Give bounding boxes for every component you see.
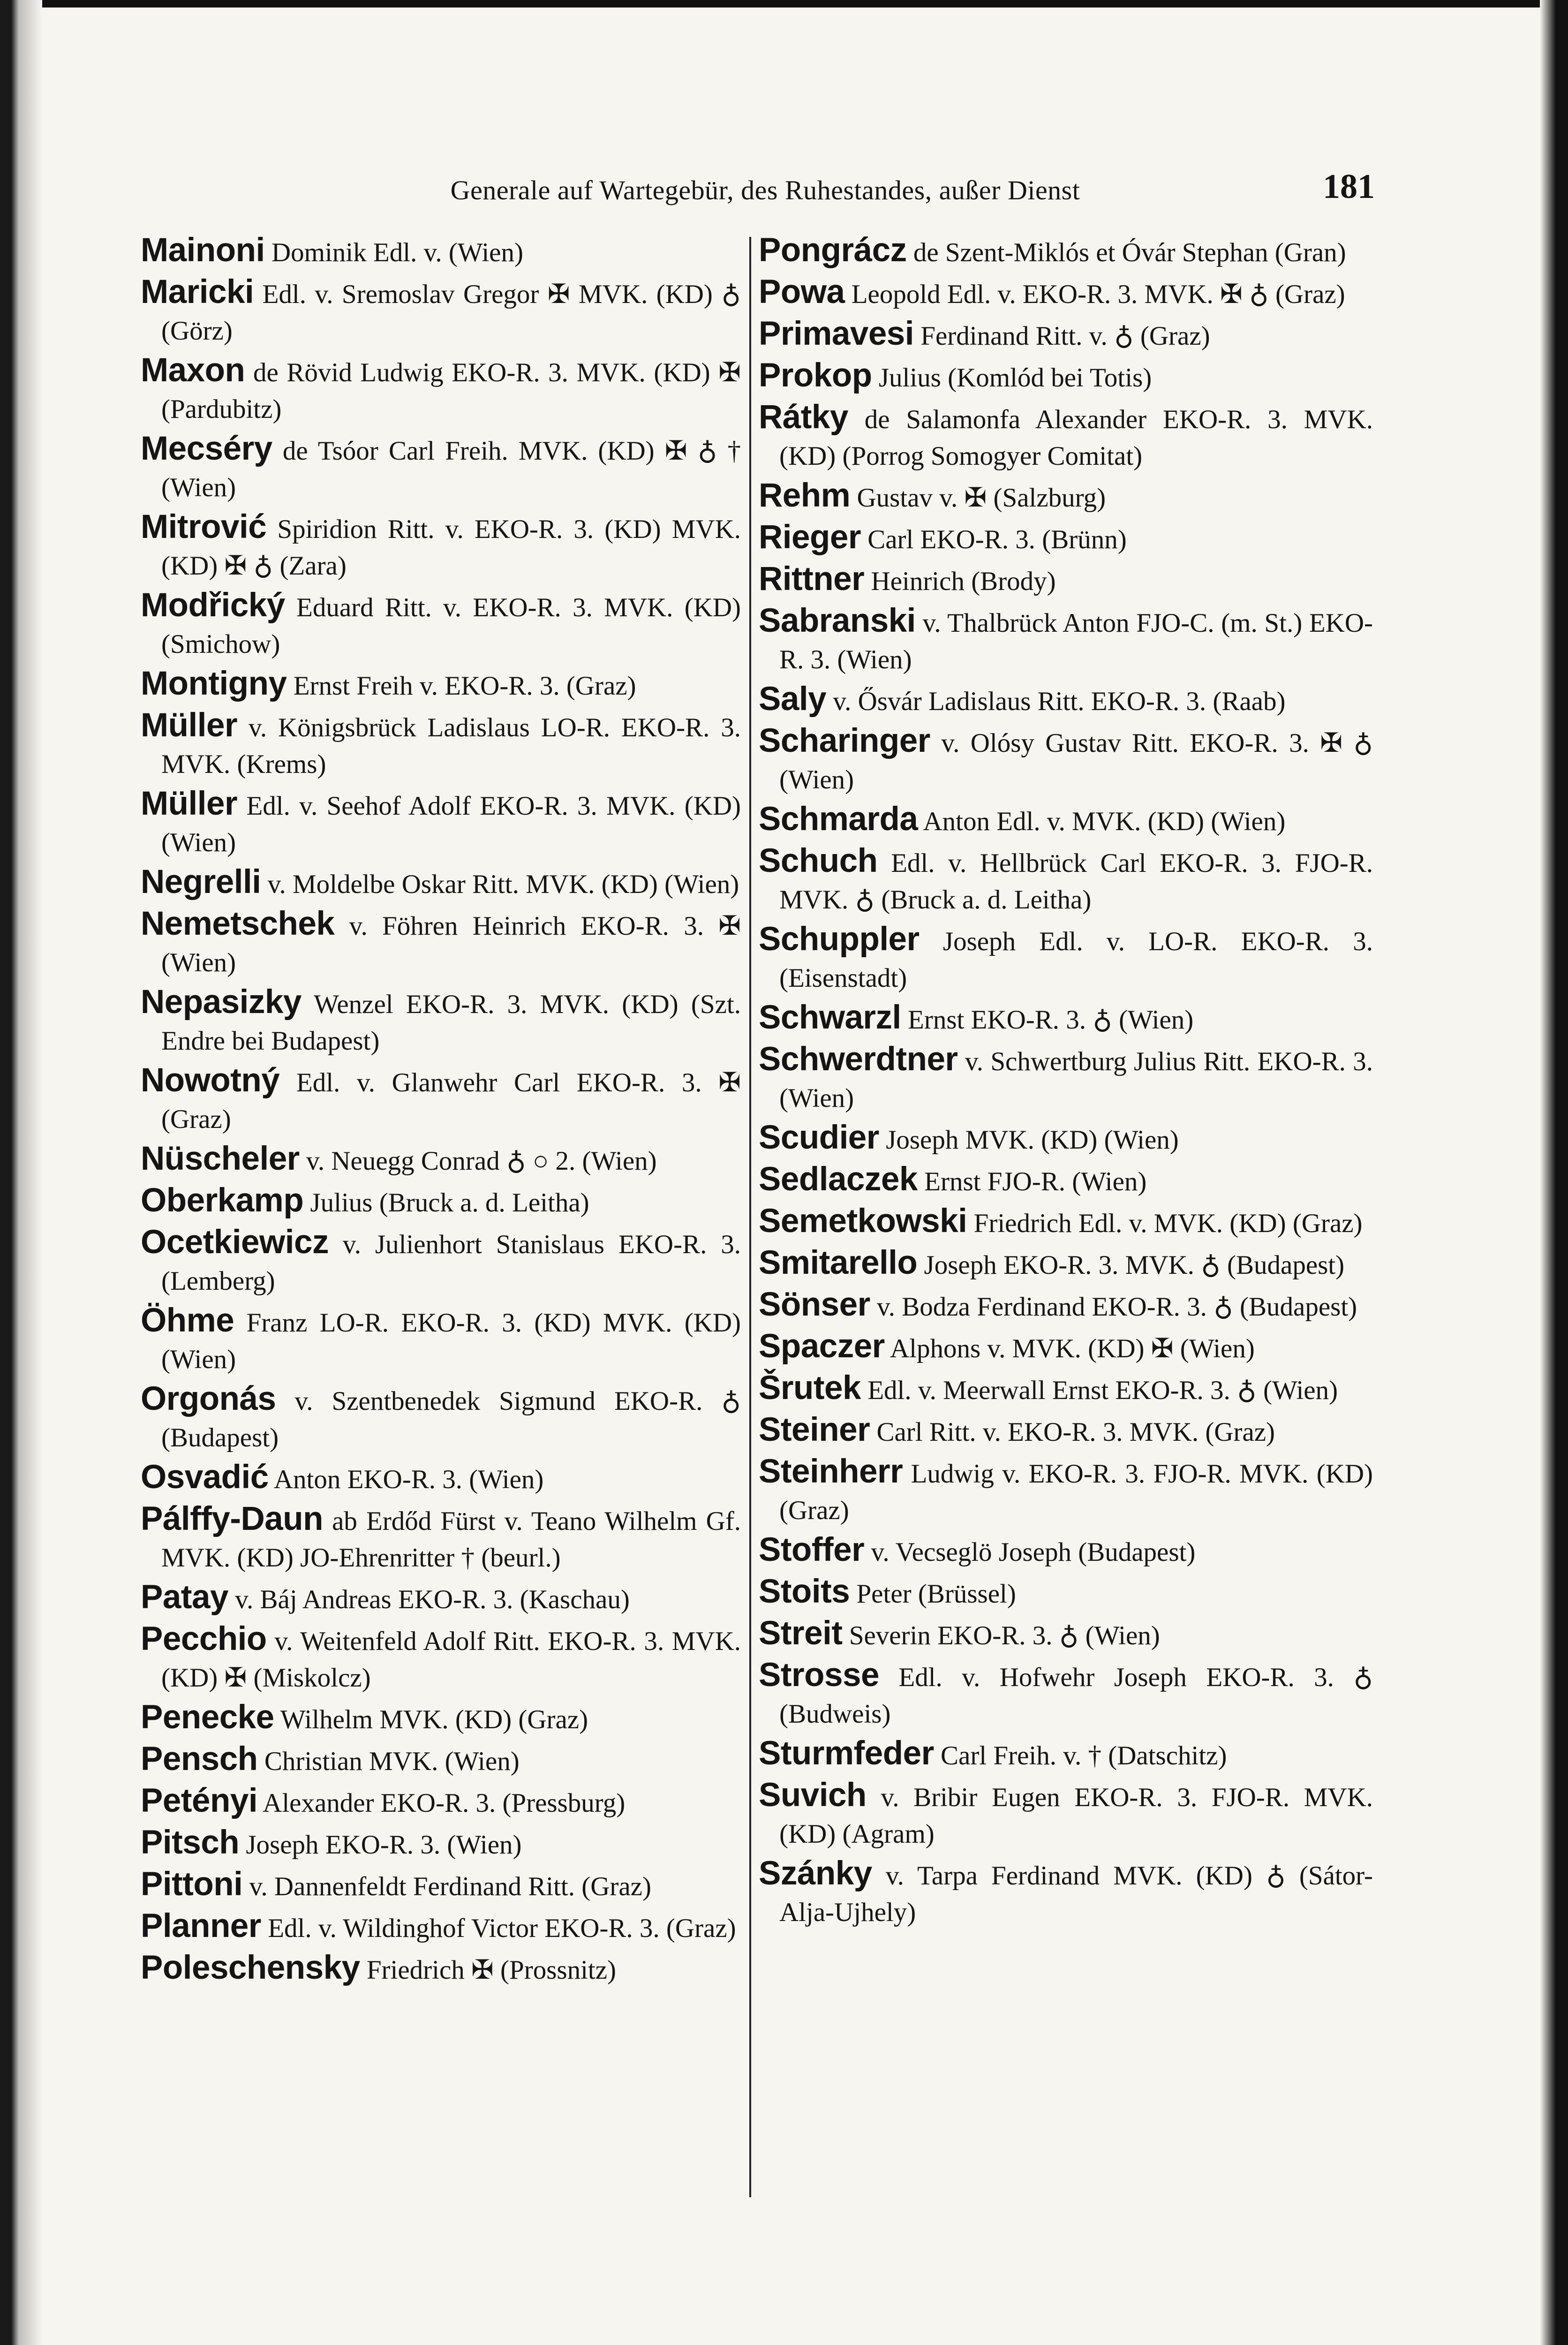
directory-entry — [141, 1699, 741, 1738]
entry-details: v. Thalbrück Anton FJO-C. (m. St.) EKO-R. 3. (Wien) — [779, 608, 1373, 674]
directory-entry — [141, 1062, 741, 1138]
entry-details: Ernst EKO-R. 3. ♁ (Wien) — [908, 1005, 1194, 1035]
directory-entry — [759, 561, 1373, 600]
left-column — [141, 232, 741, 2202]
directory-entry — [759, 1041, 1373, 1117]
directory-entry — [141, 1950, 741, 1989]
directory-entry — [759, 1328, 1373, 1367]
entry-details: Joseph EKO-R. 3. MVK. ♁ (Budapest) — [924, 1250, 1345, 1280]
entry-details: v. Neuegg Conrad ♁ ○ 2. (Wien) — [306, 1146, 657, 1176]
directory-entry — [141, 509, 741, 584]
entry-surname: Schuch — [759, 842, 878, 879]
entry-surname: Ocetkiewicz — [141, 1224, 329, 1261]
directory-entry — [141, 274, 741, 349]
entry-details: Spiridion Ritt. v. EKO-R. 3. (KD) MVK. (KD) ✠ ♁ (Zara) — [161, 514, 741, 581]
entry-details: Ludwig v. EKO-R. 3. FJO-R. MVK. (KD) (Graz) — [779, 1459, 1373, 1525]
directory-entry — [759, 1161, 1373, 1200]
entry-surname: Mitrović — [141, 508, 267, 545]
entry-details: v. Ősvár Ladislaus Ritt. EKO-R. 3. (Raab) — [833, 687, 1286, 716]
directory-entry — [141, 666, 741, 704]
page-number: 181 — [1323, 167, 1375, 206]
entry-details: de Szent-Miklós et Óvár Stephan (Gran) — [913, 238, 1346, 267]
entry-details: Ferdinand Ritt. v. ♁ (Graz) — [920, 321, 1210, 351]
entry-details: v. Szentbenedek Sigmund EKO-R. ♁ (Budapest) — [161, 1386, 741, 1452]
entry-details: Alexander EKO-R. 3. (Pressburg) — [263, 1788, 626, 1818]
entry-details: Gustav v. ✠ (Salzburg) — [857, 483, 1106, 513]
directory-entry — [759, 723, 1373, 798]
directory-entry — [141, 1501, 741, 1576]
entry-details: Friedrich Edl. v. MVK. (KD) (Graz) — [973, 1209, 1363, 1238]
entry-surname: Müller — [141, 785, 238, 822]
directory-entry — [759, 921, 1373, 997]
entry-details: Peter (Brüssel) — [856, 1579, 1016, 1609]
entry-details: Edl. v. Seehof Adolf EKO-R. 3. MVK. (KD) (Wien) — [161, 791, 741, 857]
directory-entry — [759, 1777, 1373, 1853]
entry-details: Carl EKO-R. 3. (Brünn) — [867, 525, 1127, 554]
directory-entry — [759, 232, 1373, 271]
entry-details: v. Vecseglö Joseph (Budapest) — [871, 1537, 1196, 1567]
entry-surname: Spaczer — [759, 1328, 885, 1365]
scan-edge-left — [0, 0, 42, 2345]
entry-surname: Sturmfeder — [759, 1735, 934, 1772]
entry-surname: Mainoni — [141, 232, 265, 269]
entry-surname: Steinherr — [759, 1453, 903, 1490]
directory-entry — [759, 1412, 1373, 1451]
directory-entry — [141, 984, 741, 1059]
entry-surname: Planner — [141, 1907, 261, 1944]
directory-entry — [141, 1302, 741, 1378]
entry-details: v. Dannenfeldt Ferdinand Ritt. (Graz) — [249, 1872, 651, 1901]
entry-details: Joseph MVK. (KD) (Wien) — [886, 1125, 1179, 1155]
entry-surname: Schwarzl — [759, 999, 901, 1036]
directory-entry — [759, 357, 1373, 396]
entry-surname: Osvadić — [141, 1459, 269, 1496]
entry-surname: Szánky — [759, 1855, 872, 1892]
entry-surname: Schuppler — [759, 921, 920, 958]
directory-entry — [759, 681, 1373, 720]
entry-surname: Steiner — [759, 1411, 870, 1448]
directory-entry — [759, 477, 1373, 516]
entry-surname: Smitarello — [759, 1244, 918, 1281]
entry-surname: Stoits — [759, 1573, 850, 1610]
entry-surname: Oberkamp — [141, 1182, 304, 1219]
directory-entry — [759, 1855, 1373, 1931]
directory-entry — [141, 1621, 741, 1696]
directory-entry — [141, 1381, 741, 1456]
entry-details: Dominik Edl. v. (Wien) — [271, 238, 523, 267]
entry-details: Edl. v. Glanwehr Carl EKO-R. 3. ✠ (Graz) — [161, 1068, 741, 1134]
running-header: Generale auf Wartegebür, des Ruhestandes, außer Dienst — [450, 175, 1080, 205]
entry-surname: Sabranski — [759, 602, 916, 639]
scan-edge-right — [1540, 0, 1568, 2345]
directory-entry — [141, 431, 741, 506]
entry-surname: Stoffer — [759, 1531, 865, 1568]
entry-details: v. Bodza Ferdinand EKO-R. 3. ♁ (Budapest) — [876, 1292, 1357, 1322]
right-column — [759, 232, 1373, 2202]
entry-details: v. Weitenfeld Adolf Ritt. EKO-R. 3. MVK. (KD) ✠ (Miskolcz) — [161, 1626, 741, 1693]
entry-surname: Strosse — [759, 1657, 879, 1694]
entry-details: Anton Edl. v. MVK. (KD) (Wien) — [923, 807, 1286, 836]
entry-surname: Öhme — [141, 1302, 234, 1339]
entry-surname: Šrutek — [759, 1369, 861, 1407]
entry-surname: Pecchio — [141, 1620, 267, 1657]
entry-details: v. Báj Andreas EKO-R. 3. (Kaschau) — [235, 1585, 630, 1614]
entry-details: Christian MVK. (Wien) — [264, 1747, 520, 1776]
entry-surname: Sönser — [759, 1286, 870, 1323]
entry-surname: Nüscheler — [141, 1140, 300, 1177]
entry-details: v. Olósy Gustav Ritt. EKO-R. 3. ✠ ♁ (Wien) — [779, 728, 1373, 794]
entry-surname: Mecséry — [141, 430, 272, 467]
entry-surname: Pálffy-Daun — [141, 1500, 323, 1537]
entry-details: Edl. v. Hellbrück Carl EKO-R. 3. FJO-R. MVK. ♁ (Bruck a. d. Leitha) — [779, 848, 1373, 915]
entry-details: v. Königsbrück Ladislaus LO-R. EKO-R. 3. MVK. (Krems) — [161, 713, 741, 779]
directory-entry — [141, 786, 741, 861]
entry-details: Ernst Freih v. EKO-R. 3. (Graz) — [293, 671, 636, 701]
entry-details: Carl Freih. v. † (Datschitz) — [941, 1741, 1227, 1770]
entry-surname: Semetkowski — [759, 1203, 967, 1240]
directory-entry — [759, 399, 1373, 475]
directory-entry — [141, 587, 741, 663]
entry-surname: Petényi — [141, 1782, 258, 1819]
entry-details: Friedrich ✠ (Prossnitz) — [366, 1955, 617, 1985]
entry-surname: Rieger — [759, 519, 861, 556]
directory-entry — [759, 1615, 1373, 1654]
directory-entry — [759, 801, 1373, 840]
entry-surname: Sedlaczek — [759, 1161, 918, 1198]
entry-details: Edl. v. Hofwehr Joseph EKO-R. 3. ♁ (Budweis) — [779, 1663, 1373, 1729]
entry-surname: Streit — [759, 1615, 843, 1652]
entry-details: Anton EKO-R. 3. (Wien) — [273, 1465, 544, 1494]
entry-details: Julius (Bruck a. d. Leitha) — [310, 1188, 589, 1218]
entry-details: de Tsóor Carl Freih. MVK. (KD) ✠ ♁ † (Wien) — [161, 436, 741, 502]
directory-entry — [141, 906, 741, 981]
directory-entry — [141, 352, 741, 428]
entry-surname: Prokop — [759, 357, 872, 394]
entry-details: Wenzel EKO-R. 3. MVK. (KD) (Szt. Endre bei Budapest) — [161, 990, 741, 1056]
entry-surname: Nemetschek — [141, 905, 335, 942]
entry-details: Severin EKO-R. 3. ♁ (Wien) — [849, 1621, 1160, 1650]
entry-surname: Penecke — [141, 1699, 274, 1736]
scan-edge-top — [0, 0, 1568, 8]
entry-details: de Rövid Ludwig EKO-R. 3. MVK. (KD) ✠ (Pardubitz) — [161, 358, 741, 424]
directory-entry — [759, 1370, 1373, 1409]
entry-surname: Scudier — [759, 1119, 879, 1156]
entry-details: v. Moldelbe Oskar Ritt. MVK. (KD) (Wien) — [267, 870, 739, 899]
directory-entry — [141, 1224, 741, 1300]
entry-surname: Saly — [759, 681, 827, 718]
entry-surname: Maxon — [141, 352, 245, 389]
entry-details: ab Erdőd Fürst v. Teano Wilhelm Gf. MVK. (KD) JO-Ehrenritter † (beurl.) — [161, 1506, 741, 1573]
directory-entry — [759, 1203, 1373, 1242]
entry-surname: Scharinger — [759, 722, 930, 759]
entry-surname: Patay — [141, 1579, 228, 1616]
directory-entry — [141, 1182, 741, 1221]
entry-surname: Schwerdtner — [759, 1041, 958, 1078]
entry-details: Julius (Komlód bei Totis) — [878, 363, 1152, 393]
entry-surname: Maricki — [141, 273, 254, 310]
entry-surname: Primavesi — [759, 315, 914, 352]
directory-entry — [141, 1141, 741, 1180]
entry-details: Eduard Ritt. v. EKO-R. 3. MVK. (KD) (Smichow) — [161, 593, 741, 659]
entry-details: Wilhelm MVK. (KD) (Graz) — [280, 1705, 588, 1734]
directory-entry — [759, 1735, 1373, 1774]
entry-details: Edl. v. Meerwall Ernst EKO-R. 3. ♁ (Wien) — [867, 1376, 1338, 1405]
entry-details: Carl Ritt. v. EKO-R. 3. MVK. (Graz) — [876, 1417, 1275, 1447]
entry-details: v. Schwertburg Julius Ritt. EKO-R. 3. (Wien) — [779, 1047, 1373, 1113]
entry-details: Joseph Edl. v. LO-R. EKO-R. 3. (Eisenstadt) — [779, 927, 1373, 993]
entry-details: Leopold Edl. v. EKO-R. 3. MVK. ✠ ♁ (Graz) — [851, 280, 1345, 309]
directory-entry — [141, 1579, 741, 1618]
entry-surname: Pongrácz — [759, 232, 907, 269]
entry-details: v. Bribir Eugen EKO-R. 3. FJO-R. MVK. (KD) (Agram) — [779, 1783, 1373, 1849]
directory-entry — [141, 1741, 741, 1780]
entry-surname: Rehm — [759, 477, 851, 514]
directory-entry — [141, 1908, 741, 1947]
entry-surname: Schmarda — [759, 801, 918, 838]
entry-surname: Pitsch — [141, 1824, 240, 1861]
directory-entry — [759, 1573, 1373, 1612]
entry-details: Ernst FJO-R. (Wien) — [924, 1167, 1147, 1196]
entry-surname: Montigny — [141, 665, 287, 702]
entry-surname: Rátky — [759, 399, 848, 436]
directory-entry — [759, 1657, 1373, 1732]
entry-surname: Pensch — [141, 1740, 258, 1778]
directory-entry — [141, 1783, 741, 1822]
directory-entry — [141, 1866, 741, 1905]
entry-details: v. Julienhort Stanislaus EKO-R. 3. (Lemberg) — [161, 1230, 741, 1296]
entry-surname: Pittoni — [141, 1866, 243, 1903]
entry-details: Edl. v. Wildinghof Victor EKO-R. 3. (Graz) — [268, 1914, 736, 1943]
entry-surname: Nowotný — [141, 1062, 280, 1099]
directory-entry — [141, 1824, 741, 1863]
entry-surname: Müller — [141, 707, 238, 744]
directory-entry — [141, 864, 741, 903]
directory-entry — [759, 999, 1373, 1038]
directory-entry — [759, 603, 1373, 678]
entry-details: v. Tarpa Ferdinand MVK. (KD) ♁ (Sátor-Alja-Ujhely) — [779, 1861, 1373, 1927]
entry-surname: Powa — [759, 273, 845, 310]
directory-entry — [141, 1459, 741, 1498]
entry-details: de Salamonfa Alexander EKO-R. 3. MVK. (KD) (Porrog Somogyer Comitat) — [779, 405, 1373, 471]
entry-details: Heinrich (Brody) — [871, 567, 1056, 596]
entry-details: Joseph EKO-R. 3. (Wien) — [246, 1830, 522, 1860]
directory-entry — [759, 1245, 1373, 1284]
directory-entry — [141, 232, 741, 271]
directory-entry — [141, 707, 741, 783]
entry-details: Franz LO-R. EKO-R. 3. (KD) MVK. (KD) (Wien) — [161, 1308, 741, 1374]
entry-details: v. Föhren Heinrich EKO-R. 3. ✠ (Wien) — [161, 911, 741, 977]
entry-surname: Orgonás — [141, 1380, 276, 1417]
directory-entry — [759, 519, 1373, 558]
directory-entry — [759, 843, 1373, 918]
directory-entry — [759, 274, 1373, 313]
directory-entry — [759, 316, 1373, 355]
entry-surname: Rittner — [759, 560, 865, 598]
entry-details: Edl. v. Sremoslav Gregor ✠ MVK. (KD) ♁ (Görz) — [161, 280, 741, 346]
entry-surname: Modřický — [141, 587, 285, 624]
entry-surname: Suvich — [759, 1777, 867, 1814]
directory-entry — [759, 1120, 1373, 1158]
entry-details: Alphons v. MVK. (KD) ✠ (Wien) — [890, 1334, 1255, 1363]
entry-surname: Negrelli — [141, 863, 261, 900]
entry-surname: Nepasizky — [141, 983, 302, 1021]
column-divider — [749, 237, 751, 2197]
directory-entry — [759, 1453, 1373, 1529]
directory-entry — [759, 1532, 1373, 1571]
entry-surname: Poleschensky — [141, 1949, 360, 1986]
directory-entry — [759, 1286, 1373, 1325]
